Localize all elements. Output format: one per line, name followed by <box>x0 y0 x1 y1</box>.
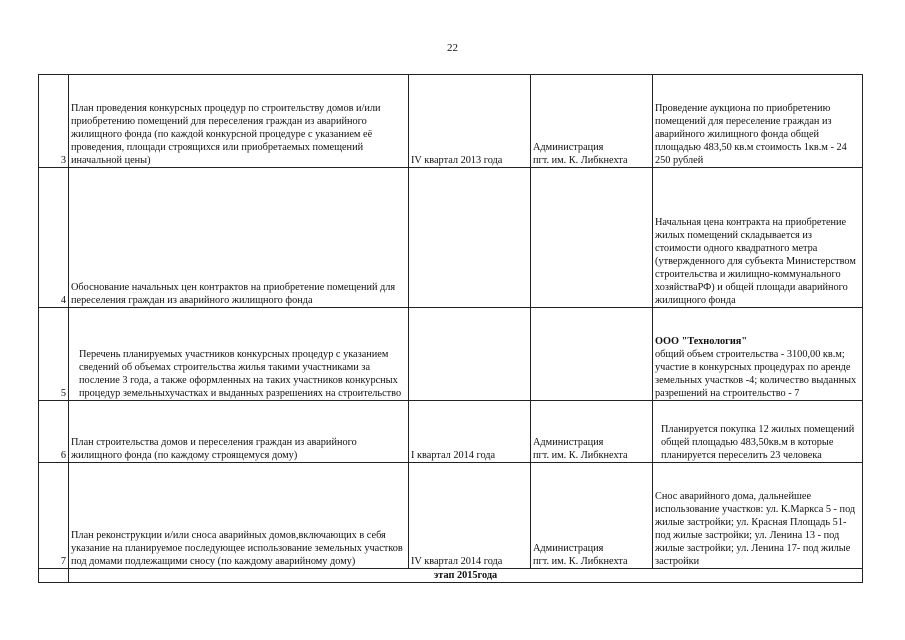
program-table <box>38 74 863 583</box>
row-number: 4 <box>39 168 69 308</box>
row-result: Снос аварийного дома, дальнейшее использование участков: ул. К.Маркса 5 - под жилые застройки; ул. Красная Площадь 51- под жилые застройки; ул. Ленина 13 - под жилые застройки; ул. Ленина 17- под жилые застройки <box>653 463 863 569</box>
table-row <box>39 308 863 401</box>
result-company: ООО "Технология" <box>655 336 748 347</box>
table-row <box>39 463 863 569</box>
table-row <box>39 75 863 168</box>
row-description: Обоснование начальных цен контрактов на приобретение помещений для переселения граждан из аварийного жилищного фонда <box>69 168 409 308</box>
stage-num-cell <box>39 569 69 583</box>
row-number: 5 <box>39 308 69 401</box>
row-number: 6 <box>39 401 69 463</box>
responsible-line-1: Администрация <box>533 543 604 554</box>
row-period <box>409 308 531 401</box>
responsible-line-1: Администрация <box>533 142 604 153</box>
row-result: Начальная цена контракта на приобретение жилых помещений складывается из стоимости одного квадратного метра (утвержденного для субъекта Министерством строительства и жилищно-коммунального хозяйстваРФ) и общей площади аварийного жилищного фонда <box>653 168 863 308</box>
row-responsible <box>531 401 653 463</box>
row-number: 3 <box>39 75 69 168</box>
row-result <box>653 308 863 401</box>
stage-label: этап 2015года <box>69 569 863 583</box>
row-result: Проведение аукциона по приобретению помещений для переселение граждан из аварийного жилищного фонда общей площадью 483,50 кв.м стоимость 1кв.м - 24 250 рублей <box>653 75 863 168</box>
result-text: общий объем строительства - 3100,00 кв.м; участие в конкурсных процедурах по аренде земельных участков -4; количество выданных разрешений на строительство - 7 <box>655 349 857 399</box>
row-period: IV квартал 2014 года <box>409 463 531 569</box>
table-row <box>39 168 863 308</box>
row-responsible <box>531 463 653 569</box>
row-responsible <box>531 168 653 308</box>
table-row <box>39 401 863 463</box>
row-responsible <box>531 75 653 168</box>
row-result: Планируется покупка 12 жилых помещений общей площадью 483,50кв.м в которые планируется переселить 23 человека <box>653 401 863 463</box>
row-period: IV квартал 2013 года <box>409 75 531 168</box>
stage-row <box>39 569 863 583</box>
page-number: 22 <box>447 42 458 54</box>
responsible-line-1: Администрация <box>533 437 604 448</box>
row-number: 7 <box>39 463 69 569</box>
row-description: Перечень планируемых участников конкурсных процедур с указанием сведений об объемах строительства жилья такими участниками за посление 3 года, а также оформленных на таких участников конкурсных процедур земельныхучастках и выданных разрешениях на строительство <box>69 308 409 401</box>
row-period <box>409 168 531 308</box>
responsible-line-2: пгт. им. К. Либкнехта <box>533 450 628 461</box>
row-description: План реконструкции и/или сноса аварийных домов,включающих в себя указание на планируемое последующее использование земельных участков под домами подлежащими сносу (по каждому аварийному дому) <box>69 463 409 569</box>
row-period: I квартал 2014 года <box>409 401 531 463</box>
row-description: План проведения конкурсных процедур по строительству домов и/или приобретению помещений для переселения граждан из аварийного жилищного фонда (по каждой конкурсной процедуре с указанием её проведения, площади строящихся или приобретаемых помещений иначальной цены) <box>69 75 409 168</box>
responsible-line-2: пгт. им. К. Либкнехта <box>533 556 628 567</box>
responsible-line-2: пгт. им. К. Либкнехта <box>533 155 628 166</box>
row-responsible <box>531 308 653 401</box>
row-description: План строительства домов и переселения граждан из аварийного жилищного фонда (по каждому строящемуся дому) <box>69 401 409 463</box>
